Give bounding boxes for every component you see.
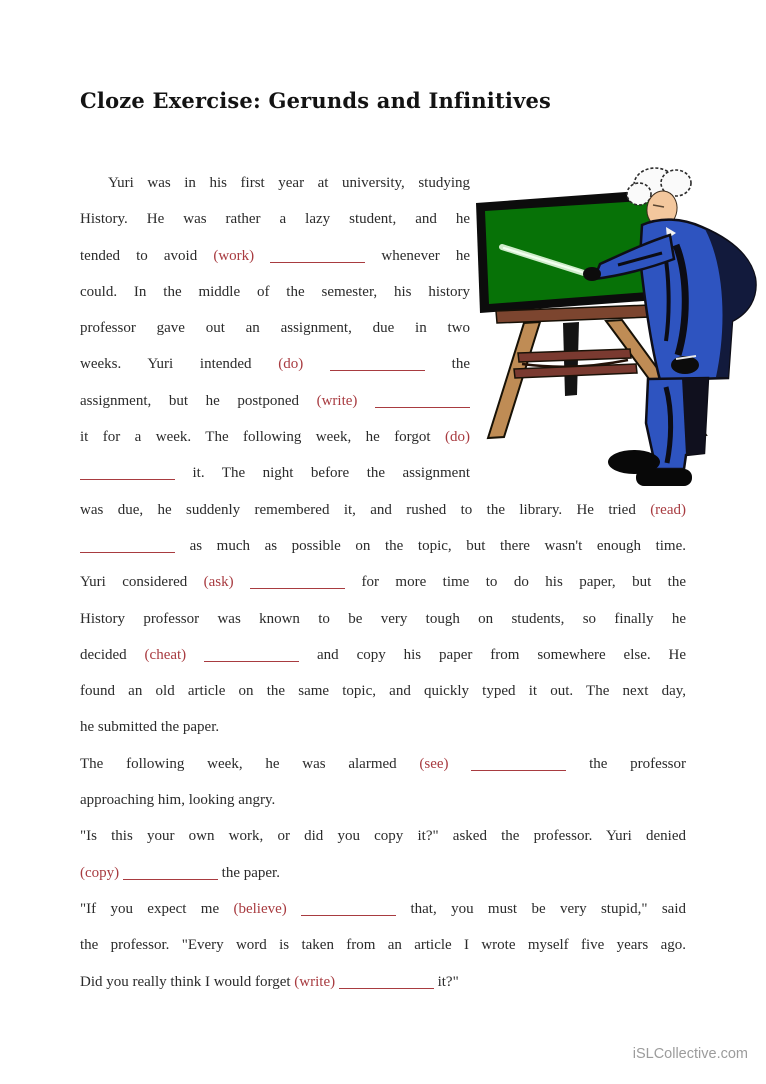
- text-run: assignment, but he postponed: [80, 392, 317, 409]
- text-run: [357, 393, 375, 409]
- text-run: that, you must be very stupid," said: [396, 900, 686, 917]
- text-run: Yuri was in his first year at university, studying: [108, 175, 470, 191]
- answer-blank: [250, 587, 345, 589]
- text-run: [234, 574, 250, 590]
- text-line: [80, 637, 686, 673]
- text-run: approaching him, looking angry.: [80, 792, 276, 809]
- answer-blank: [123, 878, 218, 880]
- text-run: History. He was rather a lazy student, and he: [80, 211, 470, 228]
- text-run: weeks. Yuri intended: [80, 356, 279, 373]
- verb-hint: (cheat): [144, 646, 187, 663]
- text-line: [80, 201, 470, 237]
- verb-hint: (do): [445, 429, 470, 446]
- text-line: [80, 891, 686, 927]
- text-line: [80, 782, 686, 818]
- text-run: Did you really think I would forget: [80, 973, 295, 990]
- text-line: [80, 564, 686, 600]
- text-run: [287, 901, 301, 917]
- verb-hint: (write): [316, 392, 358, 409]
- page-title: Cloze Exercise: Gerunds and Infinitives: [80, 88, 552, 113]
- verb-hint: (write): [294, 973, 336, 990]
- text-run: [186, 647, 204, 663]
- text-run: the: [424, 356, 470, 373]
- text-run: and copy his paper from somewhere else. He: [299, 646, 686, 663]
- text-line: [80, 346, 470, 382]
- text-run: he submitted the paper.: [80, 719, 220, 736]
- text-run: History professor was known to be very tough on students, so finally he: [80, 610, 686, 627]
- text-run: for more time to do his paper, but the: [345, 574, 686, 591]
- text-run: professor gave out an assignment, due in two: [80, 320, 470, 337]
- text-line: [80, 855, 686, 891]
- text-run: it for a week. The following week, he forgot: [80, 429, 445, 446]
- verb-hint: (believe): [233, 900, 287, 917]
- text-run: tended to avoid: [80, 247, 214, 264]
- text-line: [80, 709, 686, 745]
- verb-hint: (do): [278, 356, 304, 373]
- text-run: [254, 248, 270, 264]
- answer-blank: [339, 987, 434, 989]
- professor-chalkboard-illustration: [470, 163, 764, 495]
- answer-blank: [330, 369, 425, 371]
- answer-blank: [80, 551, 175, 553]
- text-run: The following week, he was alarmed: [80, 755, 420, 772]
- text-line: [80, 492, 686, 528]
- answer-blank: [301, 914, 396, 916]
- text-run: [449, 756, 472, 772]
- text-run: Yuri considered: [80, 574, 204, 591]
- text-line: [80, 383, 470, 419]
- verb-hint: (see): [419, 755, 449, 772]
- answer-blank: [270, 261, 365, 263]
- text-run: the professor: [566, 755, 686, 772]
- text-line: [80, 165, 470, 201]
- text-line: [80, 274, 470, 310]
- text-line: [80, 310, 470, 346]
- text-run: was due, he suddenly remembered it, and rushed to the library. He tried: [80, 501, 651, 518]
- answer-blank: [204, 660, 299, 662]
- text-run: it?": [433, 973, 459, 990]
- text-run: whenever he: [365, 247, 470, 264]
- verb-hint: (ask): [203, 574, 234, 591]
- text-line: [80, 927, 686, 963]
- text-line: [80, 673, 686, 709]
- verb-hint: (work): [213, 247, 255, 264]
- text-line: [80, 746, 686, 782]
- text-run: it. The night before the assignment: [175, 465, 470, 482]
- professor-hand: [583, 267, 601, 281]
- text-run: the professor. "Every word is taken from an article I wrote myself five years ago.: [80, 937, 686, 954]
- text-run: could. In the middle of the semester, his history: [80, 283, 470, 300]
- text-line: [80, 818, 686, 854]
- answer-blank: [80, 478, 175, 480]
- text-run: "Is this your own work, or did you copy it?" asked the professor. Yuri denied: [80, 828, 686, 845]
- text-run: decided: [80, 646, 145, 663]
- text-run: "If you expect me: [80, 900, 234, 917]
- answer-blank: [471, 769, 566, 771]
- text-line: [80, 238, 470, 274]
- text-run: [303, 356, 330, 372]
- text-run: found an old article on the same topic, and quickly typed it out. The next day,: [80, 683, 686, 700]
- answer-blank: [375, 406, 470, 408]
- text-run: the paper.: [217, 864, 280, 881]
- professor-shoe: [636, 469, 692, 486]
- verb-hint: (copy): [80, 864, 120, 881]
- watermark: iSLCollective.com: [632, 1046, 748, 1062]
- text-run: as much as possible on the topic, but there wasn't enough time.: [175, 537, 686, 554]
- text-line: [80, 528, 686, 564]
- verb-hint: (read): [650, 501, 686, 518]
- text-line: [80, 419, 470, 455]
- text-line: [80, 455, 470, 491]
- text-line: [80, 964, 686, 1000]
- text-line: [80, 601, 686, 637]
